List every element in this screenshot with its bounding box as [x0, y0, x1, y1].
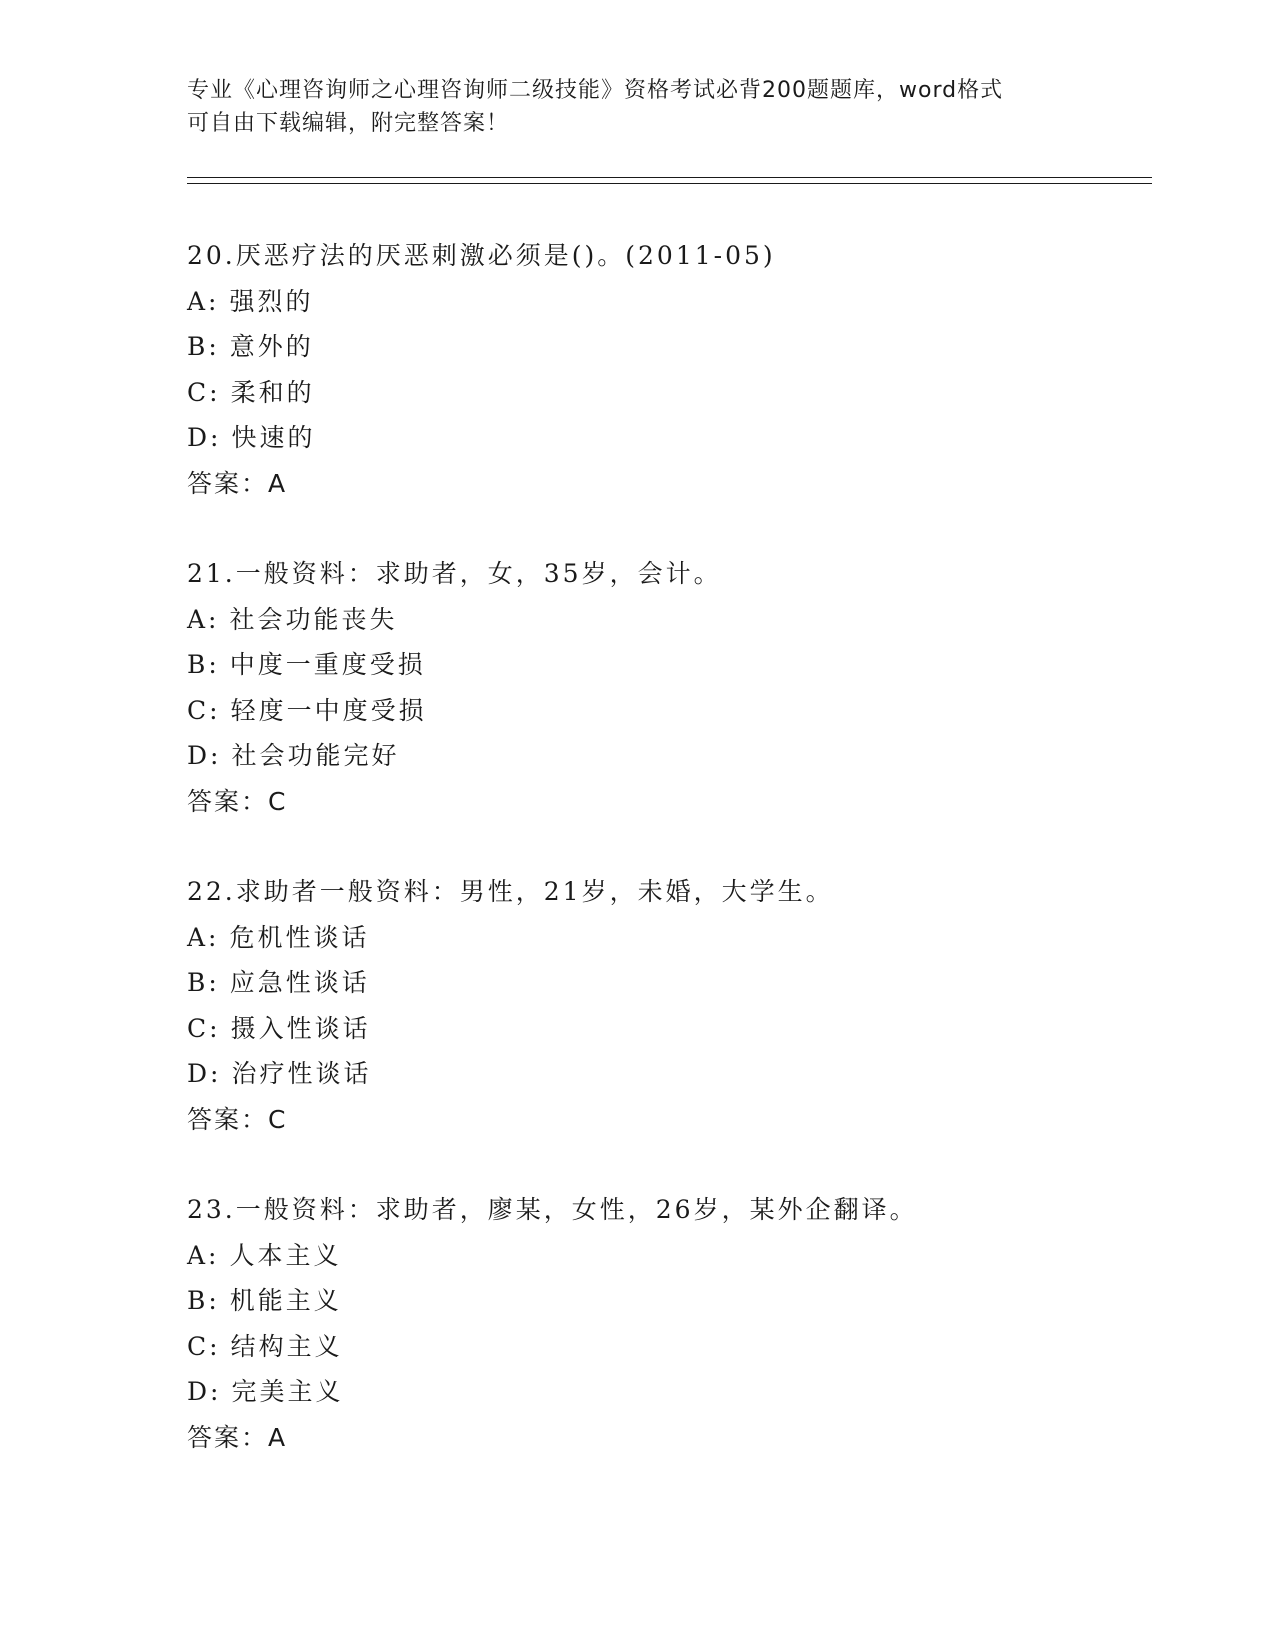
question-21 [187, 551, 1147, 824]
answer-line: 答案：A [187, 468, 288, 498]
option-a: A: 人本主义 [187, 1240, 342, 1270]
option-b: B: 意外的 [187, 332, 314, 361]
question-23 [187, 1187, 1147, 1460]
document-header [187, 74, 1087, 140]
answer-line: 答案：C [187, 1104, 288, 1134]
option-b: B: 应急性谈话 [187, 968, 370, 997]
question-22 [187, 869, 1147, 1142]
question-stem: 21.一般资料：求助者，女，35岁，会计。 [187, 559, 722, 588]
option-b: B: 中度一重度受损 [187, 650, 426, 679]
option-a: A: 强烈的 [187, 286, 314, 316]
option-a: A: 社会功能丧失 [187, 604, 398, 634]
answer-line: 答案：C [187, 786, 288, 816]
option-d: D: 完美主义 [187, 1377, 344, 1406]
question-20 [187, 233, 1147, 506]
option-c: C: 摄入性谈话 [187, 1013, 371, 1043]
option-d: D: 治疗性谈话 [187, 1059, 372, 1088]
header-divider-bottom [187, 183, 1152, 184]
option-c: C: 轻度一中度受损 [187, 695, 427, 725]
option-c: C: 结构主义 [187, 1331, 343, 1361]
option-d: D: 快速的 [187, 423, 316, 452]
header-divider-top [187, 177, 1152, 178]
option-b: B: 机能主义 [187, 1286, 342, 1315]
answer-line: 答案：A [187, 1422, 288, 1452]
option-d: D: 社会功能完好 [187, 741, 400, 770]
question-stem: 20.厌恶疗法的厌恶刺激必须是()。(2011-05) [187, 241, 776, 270]
question-stem: 23.一般资料：求助者，廖某，女性，26岁，某外企翻译。 [187, 1195, 918, 1224]
option-c: C: 柔和的 [187, 377, 315, 407]
question-stem: 22.求助者一般资料：男性，21岁，未婚，大学生。 [187, 877, 834, 906]
header-line-1: 专业《心理咨询师之心理咨询师二级技能》资格考试必背200题题库，word格式 [187, 78, 1004, 103]
option-a: A: 危机性谈话 [187, 922, 370, 952]
header-line-2: 可自由下载编辑，附完整答案！ [187, 111, 510, 136]
